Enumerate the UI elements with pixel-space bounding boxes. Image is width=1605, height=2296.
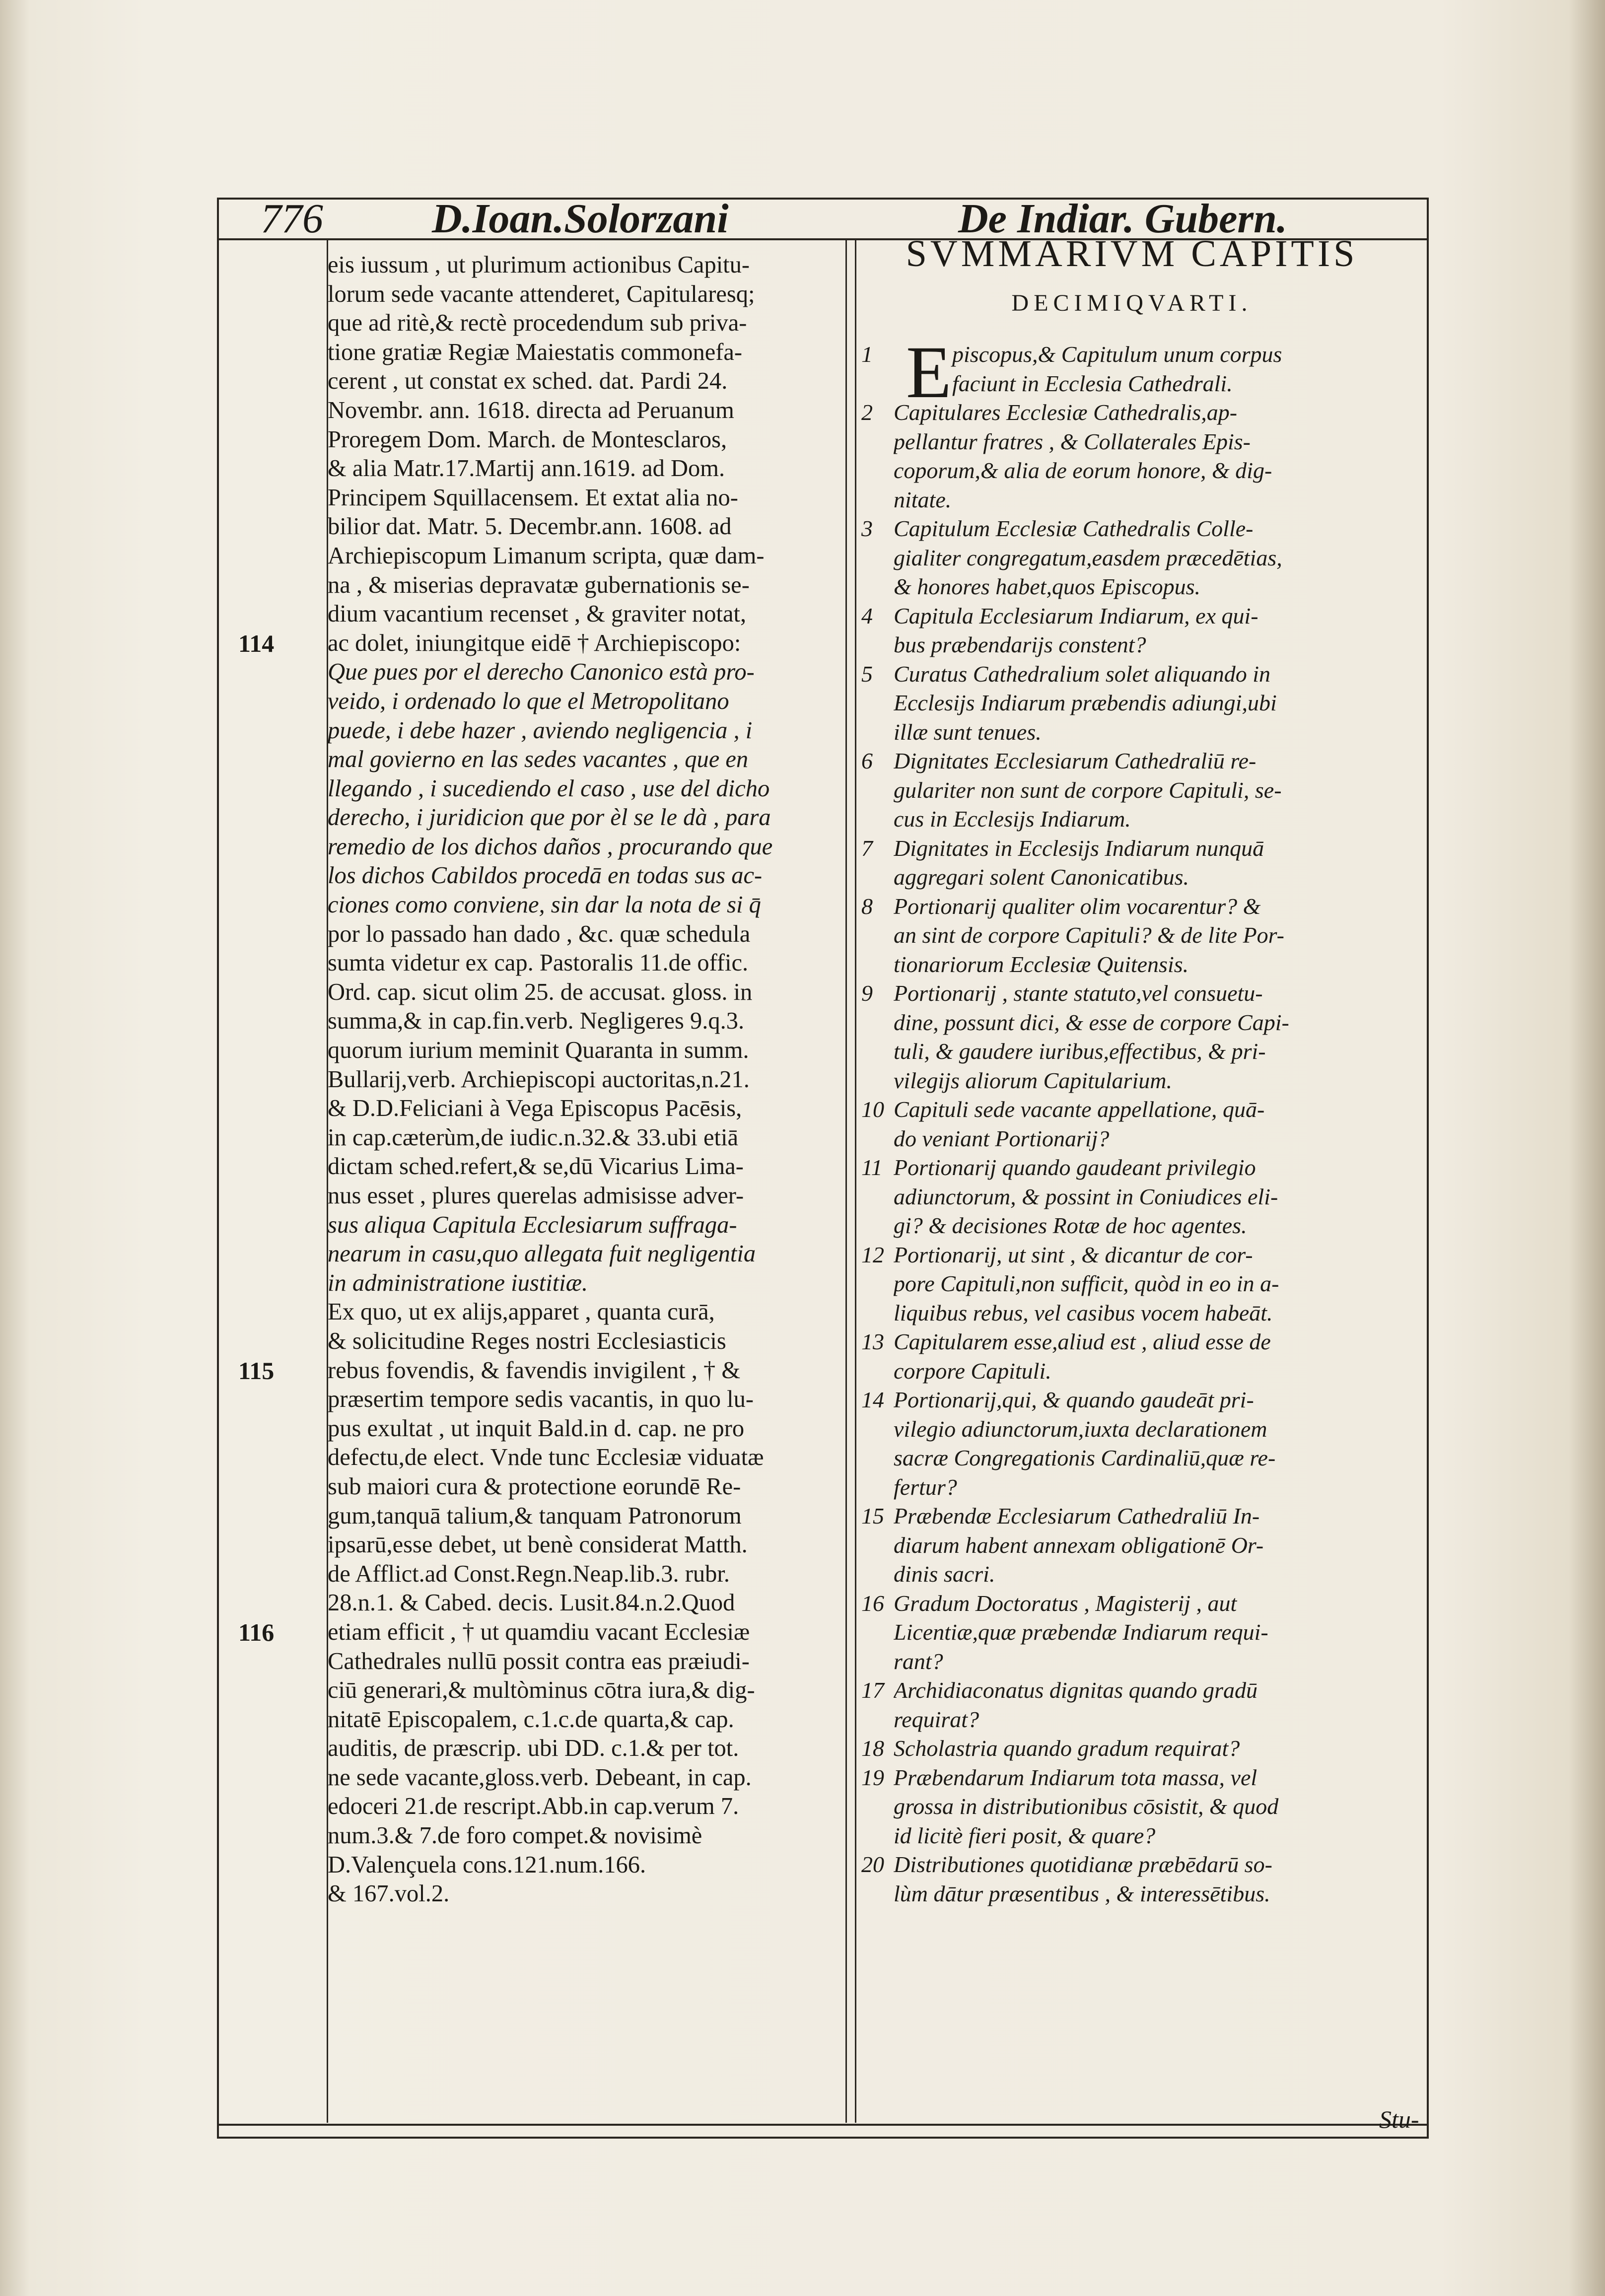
summary-entry-number: 12	[861, 1242, 884, 1267]
body-text-line: & alia Matr.17.Martij ann.1619. ad Dom.	[328, 455, 725, 482]
summary-entry-line: vilegijs aliorum Capitularium.	[894, 1067, 1172, 1093]
marginal-number: 114	[238, 629, 275, 657]
summary-entry-line: Portionarij , stante statuto,vel consuetu-	[894, 980, 1263, 1006]
body-text-line: los dichos Cabildos procedā en todas sus ac-	[328, 862, 763, 889]
body-text-line: veido, i ordenado lo que el Metropolitano	[328, 688, 729, 714]
body-text-line: in administratione iustitiæ.	[328, 1269, 588, 1296]
summary-entry-number: 5	[861, 661, 873, 687]
summary-entry-line: adiunctorum, & possint in Coniudices eli-	[894, 1183, 1278, 1209]
body-text-line: Que pues por el derecho Canonico està pro-	[328, 659, 755, 686]
body-text-line: de Afflict.ad Const.Regn.Neap.lib.3. rubr.	[328, 1560, 730, 1587]
summary-entry	[861, 1589, 1415, 1676]
summary-entry	[861, 1327, 1415, 1386]
summary-entry-line: Præbendæ Ecclesiarum Cathedraliū In-	[894, 1503, 1260, 1529]
summary-entry-line: lùm dātur præsentibus , & interessētibus.	[894, 1880, 1270, 1906]
body-text-line: eis iussum , ut plurimum actionibus Capitu-	[328, 252, 750, 278]
body-text-line: ipsarū,esse debet, ut benè considerat Matth.	[328, 1531, 748, 1558]
summary-entry-line: Portionarij qualiter olim vocarentur? &	[894, 893, 1261, 919]
body-text-line: & solicitudine Reges nostri Ecclesiasticis	[328, 1327, 726, 1354]
body-text-line: na , & miserias depravatæ gubernationis se-	[328, 571, 750, 598]
summary-entry	[861, 602, 1415, 660]
summary-entry	[861, 1734, 1415, 1763]
summary-entry-line: fertur?	[894, 1474, 957, 1500]
body-text-line: tione gratiæ Regiæ Maiestatis commonefa-	[328, 339, 743, 365]
summary-entry	[861, 1153, 1415, 1241]
summary-entry	[861, 1676, 1415, 1734]
body-text-line: bilior dat. Matr. 5. Decembr.ann. 1608. ad	[328, 513, 732, 540]
summary-entry-line: Dignitates in Ecclesijs Indiarum nunquā	[894, 835, 1264, 861]
summary-entry-line: sacræ Congregationis Cardinaliū,quæ re-	[894, 1445, 1276, 1470]
body-text-line: llegando , i sucediendo el caso , use del dicho	[328, 775, 770, 802]
summary-entry-line: dinis sacri.	[894, 1561, 995, 1587]
summary-entry-line: bus præbendarijs constent?	[894, 632, 1146, 657]
summary-entry-number: 10	[861, 1097, 884, 1122]
summary-entry-number: 18	[861, 1736, 884, 1761]
summary-entry-line: Capitulares Ecclesiæ Cathedralis,ap-	[894, 400, 1238, 425]
summary-entry-line: faciunt in Ecclesia Cathedrali.	[952, 370, 1233, 396]
summary-entry-line: Portionarij, ut sint , & dicantur de cor-	[894, 1242, 1253, 1267]
summary-entry-number: 9	[861, 980, 873, 1006]
summary-entry	[861, 834, 1415, 892]
body-text-line: cerent , ut constat ex sched. dat. Pardi 24.	[328, 368, 728, 395]
body-text-line: num.3.& 7.de foro compet.& novisimè	[328, 1822, 702, 1849]
body-text-line: Proregem Dom. March. de Montesclaros,	[328, 426, 727, 453]
body-text-line: ac dolet, iniungitque eidē † Archiepiscopo:	[328, 629, 741, 656]
body-text-line: auditis, de præscrip. ubi DD. c.1.& per tot.	[328, 1735, 739, 1762]
body-text-line: nus esset , plures querelas admisisse adver-	[328, 1183, 744, 1209]
summary-entry-line: Capituli sede vacante appellatione, quā-	[894, 1097, 1265, 1122]
body-text-line: derecho, i juridicion que por èl se le dà , para	[328, 804, 771, 831]
summary-entry-number: 7	[861, 835, 873, 861]
summary-entry	[861, 1241, 1415, 1328]
body-text-line: sumta videtur ex cap. Pastoralis 11.de offic.	[328, 950, 749, 976]
body-text-line: & 167.vol.2.	[328, 1880, 450, 1907]
summary-entry-line: gulariter non sunt de corpore Capituli, se-	[894, 777, 1282, 803]
body-text-line: summa,& in cap.fin.verb. Negligeres 9.q.3.	[328, 1008, 745, 1035]
summary-entry-line: Capitulum Ecclesiæ Cathedralis Colle-	[894, 516, 1254, 541]
summary-entry	[861, 514, 1415, 602]
body-text-line: Ord. cap. sicut olim 25. de accusat. gloss. in	[328, 978, 753, 1005]
summary-entry-number: 14	[861, 1387, 884, 1412]
body-text-line: sub maiori cura & protectione eorundē Re-	[328, 1473, 741, 1500]
summary-entry-line: Dignitates Ecclesiarum Cathedraliū re-	[894, 748, 1256, 773]
summary-entry-number: 19	[861, 1764, 884, 1790]
body-text-line: etiam efficit , † ut quamdiu vacant Ecclesiæ	[328, 1618, 750, 1645]
summary-entry	[861, 1502, 1415, 1589]
summary-entry-line: & honores habet,quos Episcopus.	[894, 574, 1200, 599]
summary-entry-line: Curatus Cathedralium solet aliquando in	[894, 661, 1271, 687]
body-text-line: defectu,de elect. Vnde tunc Ecclesiæ viduatæ	[328, 1444, 764, 1471]
footer-rule	[217, 2124, 1427, 2126]
summary-entry-line: nitate.	[894, 487, 952, 512]
page-number: 776	[261, 196, 323, 242]
summary-entry-line: rant?	[894, 1648, 943, 1674]
body-text-line: mal govierno en las sedes vacantes , que en	[328, 746, 749, 773]
body-text-line: Cathedrales nullū possit contra eas præiudi-	[328, 1648, 750, 1674]
summary-entry-line: Archidiaconatus dignitas quando gradū	[894, 1677, 1258, 1703]
summary-entry-line: diarum habent annexam obligationē Or-	[894, 1532, 1264, 1558]
summary-entry	[861, 1850, 1415, 1908]
body-text-line: quorum iurium meminit Quaranta in summ.	[328, 1037, 749, 1064]
summary-entry-number: 4	[861, 603, 873, 628]
summary-entry-number: 20	[861, 1852, 884, 1877]
body-text-line: nearum in casu,quo allegata fuit negligentia	[328, 1241, 756, 1267]
summary-entry-line: gialiter congregatum,easdem præcedētias,	[894, 545, 1282, 570]
body-text-line: ne sede vacante,gloss.verb. Debeant, in cap.	[328, 1764, 752, 1791]
marginal-number: 115	[238, 1356, 275, 1385]
body-text-line: 28.n.1. & Cabed. decis. Lusit.84.n.2.Quod	[328, 1590, 735, 1616]
summary-entry-line: Licentiæ,quæ præbendæ Indiarum requi-	[894, 1619, 1268, 1645]
summary-entry-line: Distributiones quotidianæ præbēdarū so-	[894, 1852, 1272, 1877]
summary-entry-line: liquibus rebus, vel casibus vocem habeāt.	[894, 1300, 1273, 1325]
summary-entry	[861, 398, 1415, 514]
summary-entry-number: 3	[861, 516, 873, 541]
summary-entry-number: 16	[861, 1590, 884, 1616]
body-text-line: que ad ritè,& rectè procedendum sub priva-	[328, 310, 747, 337]
summary-entry-line: tionariorum Ecclesiæ Quitensis.	[894, 951, 1189, 977]
body-text-line: lorum sede vacante attenderet, Capitularesq;	[328, 280, 755, 307]
summary-entry-number: 15	[861, 1503, 884, 1529]
summary-entry-line: Præbendarum Indiarum tota massa, vel	[894, 1764, 1257, 1790]
summary-entry-line: an sint de corpore Capituli? & de lite Por-	[894, 922, 1284, 948]
summary-entry	[861, 1763, 1415, 1851]
body-text-line: Bullarij,verb. Archiepiscopi auctoritas,n.21.	[328, 1066, 750, 1093]
summary-entry	[861, 660, 1415, 747]
catchword: Stu-	[1379, 2105, 1419, 2133]
summary-entry-line: grossa in distributionibus cōsistit, & quod	[894, 1794, 1279, 1819]
running-head-author: D.Ioan.Solorzani	[432, 196, 729, 242]
summary-entry-line: gi? & decisiones Rotæ de hoc agentes.	[894, 1213, 1247, 1238]
summary-entry	[861, 979, 1415, 1095]
running-head-work: De Indiar. Gubern.	[958, 196, 1287, 242]
body-text-line: gum,tanquā talium,& tanquam Patronorum	[328, 1502, 742, 1529]
body-text-line: ciū generari,& multòminus cōtra iura,& dig-	[328, 1677, 755, 1704]
body-text-line: sus aliqua Capitula Ecclesiarum suffraga-	[328, 1211, 737, 1238]
summary-entry-line: illæ sunt tenues.	[894, 719, 1042, 745]
column-divider-left	[845, 240, 847, 2123]
body-text-line: in cap.cæterùm,de iudic.n.32.& 33.ubi etiā	[328, 1124, 738, 1151]
summary-entry	[861, 1386, 1415, 1502]
drop-cap: E	[906, 331, 952, 414]
summary-title: SVMMARIVM CAPITIS	[906, 233, 1358, 275]
summary-entry-number: 2	[861, 400, 873, 425]
body-text-column	[328, 251, 841, 1909]
body-text-line: puede, i debe hazer , aviendo negligencia , i	[328, 717, 753, 744]
marginal-number: 116	[238, 1618, 275, 1647]
summary-entry-line: pellantur fratres , & Collaterales Epis-	[894, 428, 1251, 454]
summary-entry-line: corpore Capituli.	[894, 1358, 1051, 1384]
summary-entry-number: 8	[861, 893, 873, 919]
summary-subtitle: DECIMIQVARTI.	[1011, 290, 1253, 316]
summary-entry-line: tuli, & gaudere iuribus,effectibus, & pri-	[894, 1039, 1266, 1064]
summary-entry-line: cus in Ecclesijs Indiarum.	[894, 806, 1131, 832]
body-text-line: pus exultat , ut inquit Bald.in d. cap. ne pro	[328, 1415, 745, 1442]
summary-entry-line: vilegio adiunctorum,iuxta declarationem	[894, 1416, 1267, 1442]
body-text-line: nitatē Episcopalem, c.1.c.de quarta,& cap.	[328, 1706, 734, 1733]
body-text-line: dium vacantium recenset , & graviter notat,	[328, 601, 747, 627]
body-text-line: præsertim tempore sedis vacantis, in quo lu-	[328, 1386, 754, 1413]
summary-entry	[861, 747, 1415, 834]
body-text-line: Novembr. ann. 1618. directa ad Peruanum	[328, 397, 734, 423]
summary-entry-line: dine, possunt dici, & esse de corpore Capi-	[894, 1009, 1289, 1035]
summary-entry-number: 11	[861, 1155, 883, 1180]
body-text-line: edoceri 21.de rescript.Abb.in cap.verum 7.	[328, 1793, 739, 1820]
summary-entry-line: Portionarij quando gaudeant privilegio	[894, 1155, 1256, 1180]
body-text-line: Principem Squillacensem. Et extat alia no-	[328, 484, 738, 511]
summary-entry	[861, 1095, 1415, 1153]
summary-entry-number: 13	[861, 1329, 884, 1354]
summary-entry-line: Gradum Doctoratus , Magisterij , aut	[894, 1590, 1237, 1616]
body-text-line: dictam sched.refert,& se,dū Vicarius Lima-	[328, 1153, 744, 1180]
body-text-line: ciones como conviene, sin dar la nota de si q̄	[328, 892, 761, 918]
body-text-line: por lo passado han dado , &c. quæ schedula	[328, 920, 751, 947]
summary-entry-line: Scholastria quando gradum requirat?	[894, 1736, 1240, 1761]
summary-entry-line: Capitula Ecclesiarum Indiarum, ex qui-	[894, 603, 1258, 628]
body-text-line: remedio de los dichos daños , procurando que	[328, 833, 773, 860]
summary-entry-line: Capitularem esse,aliud est , aliud esse de	[894, 1329, 1271, 1354]
body-text-line: Archiepiscopum Limanum scripta, quæ dam-	[328, 542, 765, 569]
body-text-line: & D.D.Feliciani à Vega Episcopus Pacēsis,	[328, 1095, 742, 1122]
summary-entry-number: 1	[861, 342, 873, 367]
summary-entry-line: coporum,& alia de eorum honore, & dig-	[894, 458, 1272, 483]
summary-entry	[861, 892, 1415, 979]
summary-list	[861, 331, 1415, 1908]
summary-entry-number: 17	[861, 1677, 884, 1703]
summary-entry-line: Portionarij,qui, & quando gaudeāt pri-	[894, 1387, 1254, 1412]
body-text-line: rebus fovendis, & favendis invigilent , † &	[328, 1357, 741, 1384]
summary-entry-line: requirat?	[894, 1706, 979, 1732]
body-text-line: Ex quo, ut ex alijs,apparet , quanta curā,	[328, 1299, 715, 1325]
summary-entry-line: Ecclesijs Indiarum præbendis adiungi,ubi	[894, 690, 1277, 715]
summary-entry-line: aggregari solent Canonicatibus.	[894, 864, 1189, 890]
summary-entry-number: 6	[861, 748, 873, 773]
column-divider-right	[855, 240, 856, 2123]
body-text-line: D.Valençuela cons.121.num.166.	[328, 1851, 646, 1878]
summary-entry-line: pore Capituli,non sufficit, quòd in eo in a-	[894, 1271, 1279, 1296]
summary-entry-line: id licitè fieri posit, & quare?	[894, 1822, 1156, 1848]
summary-entry-line: piscopus,& Capitulum unum corpus	[952, 342, 1282, 367]
summary-entry-line: do veniant Portionarij?	[894, 1125, 1110, 1151]
